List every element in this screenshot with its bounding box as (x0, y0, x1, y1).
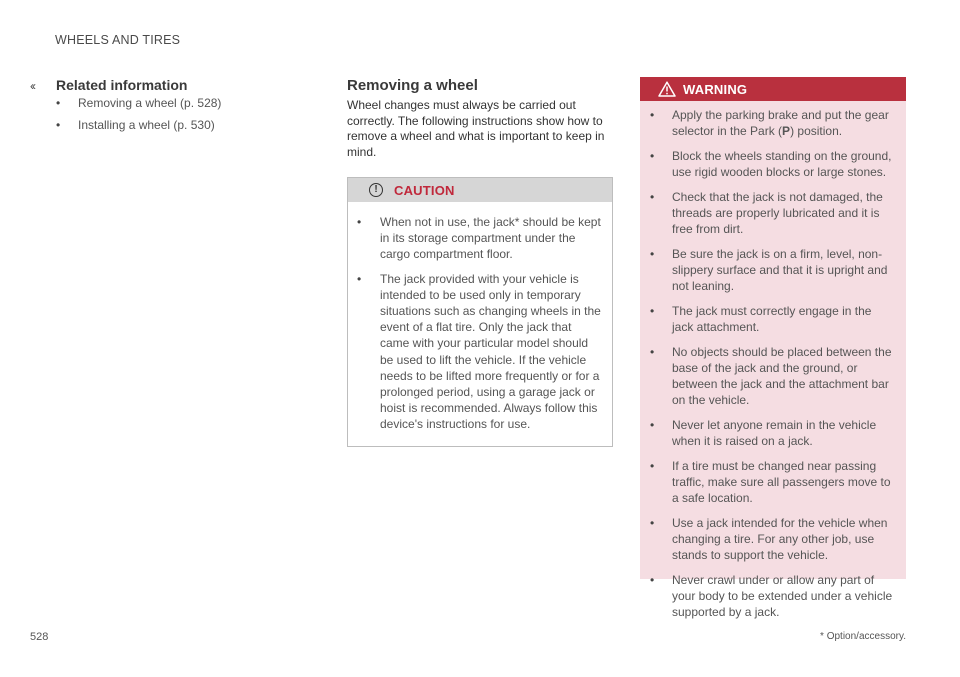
related-link-text: Removing a wheel (p. 528) (78, 96, 222, 110)
warning-item-text: The jack must correctly engage in the jack attachment. (672, 304, 872, 334)
bullet-icon: • (650, 459, 655, 473)
footnote: * Option/accessory. (820, 631, 906, 642)
warning-item-text: Block the wheels standing on the ground, use rigid wooden blocks or large stones. (672, 149, 892, 179)
caution-item (357, 214, 604, 263)
warning-item-text-post: ) position. (790, 124, 843, 138)
related-link-text: Installing a wheel (p. 530) (78, 118, 215, 132)
bullet-icon: • (357, 271, 362, 286)
related-information (30, 77, 290, 140)
caution-exclamation-icon: ! (369, 183, 383, 197)
bullet-icon: • (357, 215, 362, 229)
caution-item-text: When not in use, the jack* should be kept in its storage compartment under the cargo compartment floor. (380, 215, 601, 262)
warning-item-text: Never crawl under or allow any part of your body to be extended under a vehicle supported by a jack. (672, 573, 893, 619)
warning-item (650, 572, 896, 620)
bullet-icon: • (650, 108, 655, 122)
page-number: 528 (30, 631, 49, 643)
bullet-icon: • (650, 304, 655, 318)
removing-wheel-intro: Wheel changes must always be carried out correctly. The following instructions show how to remove a wheel and what is important to keep in mind. (347, 98, 605, 159)
warning-item-text: Be sure the jack is on a firm, level, non-slippery surface and that it is upright and not leaning. (672, 247, 888, 293)
warning-header (640, 77, 906, 101)
warning-item (650, 344, 896, 408)
bullet-icon: • (650, 247, 655, 261)
related-list (56, 96, 290, 133)
bullet-icon: • (650, 516, 655, 530)
warning-list (640, 101, 906, 620)
bullet-icon: • (650, 345, 655, 359)
bullet-icon: • (650, 418, 655, 432)
warning-item (650, 515, 896, 563)
caution-header (348, 178, 612, 202)
warning-item-text: Check that the jack is not damaged, the threads are properly lubricated and it is free from dirt. (672, 190, 883, 236)
gear-park-letter: P (782, 124, 791, 138)
warning-item-text: If a tire must be changed near passing traffic, make sure all passengers move to a safe location. (672, 459, 891, 505)
caution-list (348, 202, 612, 446)
bullet-icon: • (56, 118, 61, 132)
warning-item (650, 246, 896, 294)
warning-item (650, 417, 896, 449)
section-header: WHEELS AND TIRES (55, 33, 181, 47)
bullet-icon: • (650, 573, 655, 587)
warning-triangle-icon (658, 81, 676, 97)
caution-label: CAUTION (394, 182, 455, 198)
related-link-installing-wheel[interactable] (56, 118, 290, 133)
caution-box (347, 177, 613, 447)
bullet-icon: • (56, 96, 61, 110)
removing-wheel-section (347, 77, 613, 447)
warning-item-text-pre: Apply the parking brake and put the gear selector in the Park ( (672, 108, 889, 138)
warning-item (650, 189, 896, 237)
warning-label: WARNING (683, 81, 748, 97)
warning-item-text: Use a jack intended for the vehicle when changing a tire. For any other job, use stands to support the vehicle. (672, 516, 888, 562)
warning-item (650, 458, 896, 506)
warning-item (650, 107, 896, 139)
back-arrows-icon[interactable]: ‹‹ (30, 79, 34, 93)
warning-box (640, 77, 906, 619)
caution-item (357, 271, 604, 433)
warning-item-text: Never let anyone remain in the vehicle when it is raised on a jack. (672, 418, 877, 448)
warning-panel (640, 77, 906, 619)
warning-item (650, 148, 896, 180)
bullet-icon: • (650, 149, 655, 163)
removing-wheel-title: Removing a wheel (347, 77, 478, 94)
bullet-icon: • (650, 190, 655, 204)
warning-item-text: No objects should be placed between the base of the jack and the ground, or between the jack and the attachment bar on the vehicle. (672, 345, 892, 407)
related-header (30, 77, 290, 93)
related-link-removing-wheel[interactable] (56, 96, 290, 111)
warning-item (650, 303, 896, 335)
caution-item-text: The jack provided with your vehicle is intended to be used only in temporary situations such as changing wheels in the event of a flat tire. Only the jack that came with your particular model should be used to lift the vehicle. If the vehicle needs to be lifted more frequently or for a prolonged period, using a garage jack or hoist is recommended. Always follow this device's instructions for use. (380, 271, 601, 432)
related-title: Related information (56, 77, 188, 93)
